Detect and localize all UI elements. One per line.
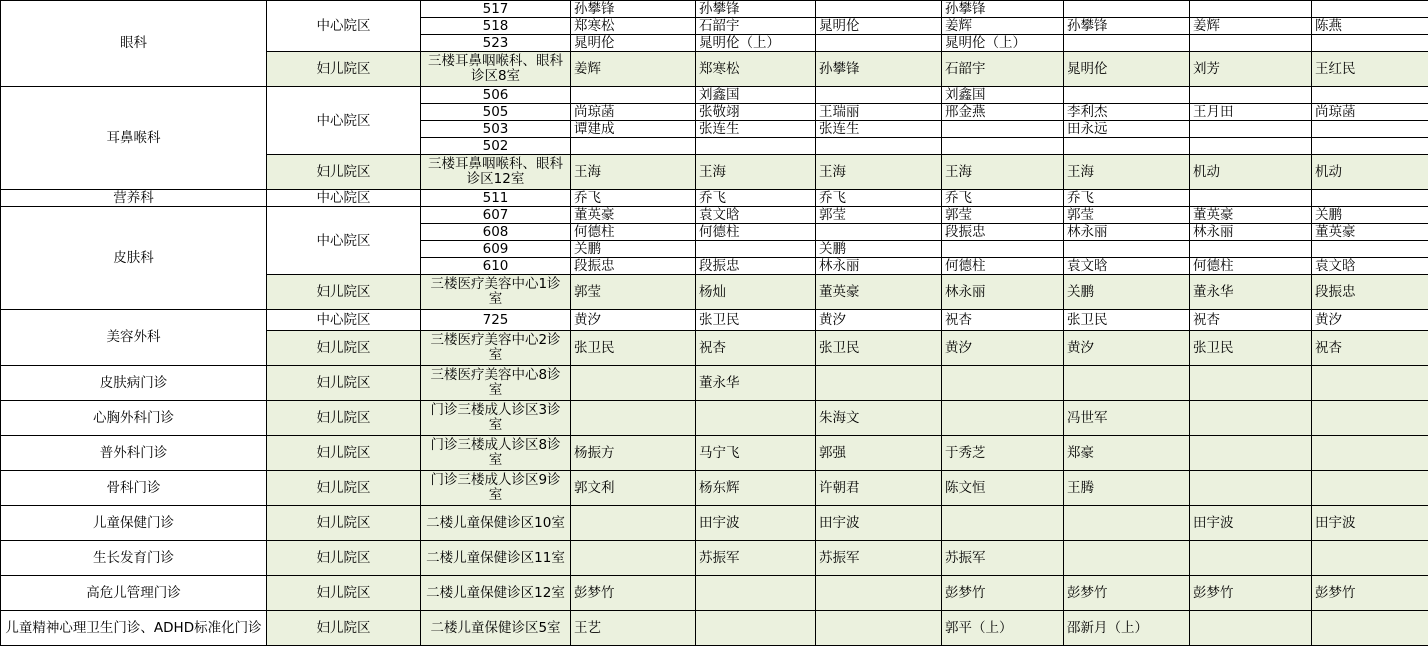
doctor-cell (816, 366, 942, 401)
doctor-cell: 郭莹 (942, 207, 1064, 224)
campus-cell: 中心院区 (267, 310, 421, 331)
department-cell: 生长发育门诊 (1, 541, 267, 576)
doctor-cell: 张连生 (816, 121, 942, 138)
schedule-row (1, 207, 1428, 224)
campus-cell: 妇儿院区 (267, 506, 421, 541)
doctor-cell: 田宇波 (1312, 506, 1428, 541)
doctor-cell (1190, 1, 1312, 18)
doctor-cell (1312, 35, 1428, 52)
campus-cell: 中心院区 (267, 207, 421, 275)
room-cell: 三楼医疗美容中心1诊室 (421, 275, 571, 310)
room-cell: 506 (421, 87, 571, 104)
doctor-cell: 董永华 (1190, 275, 1312, 310)
room-cell: 518 (421, 18, 571, 35)
doctor-cell (1190, 401, 1312, 436)
doctor-cell: 关鹏 (1064, 275, 1190, 310)
doctor-cell (696, 611, 816, 646)
doctor-cell: 祝杏 (942, 310, 1064, 331)
doctor-cell (942, 138, 1064, 155)
schedule-row (1, 87, 1428, 104)
doctor-cell (571, 366, 696, 401)
doctor-cell (1190, 35, 1312, 52)
schedule-row (1, 611, 1428, 646)
doctor-cell (1064, 541, 1190, 576)
doctor-cell: 姜辉 (1190, 18, 1312, 35)
room-cell: 610 (421, 258, 571, 275)
doctor-cell: 王月田 (1190, 104, 1312, 121)
doctor-cell (1312, 121, 1428, 138)
doctor-cell (1190, 541, 1312, 576)
doctor-cell (1312, 366, 1428, 401)
doctor-cell: 刘鑫国 (942, 87, 1064, 104)
doctor-cell: 刘鑫国 (696, 87, 816, 104)
schedule-row (1, 436, 1428, 471)
campus-cell: 妇儿院区 (267, 366, 421, 401)
doctor-cell: 张卫民 (816, 331, 942, 366)
doctor-cell: 郭莹 (816, 207, 942, 224)
room-cell: 503 (421, 121, 571, 138)
doctor-cell (571, 506, 696, 541)
doctor-cell: 王海 (1064, 155, 1190, 190)
doctor-cell: 林永丽 (816, 258, 942, 275)
schedule-row (1, 190, 1428, 207)
doctor-cell: 田永远 (1064, 121, 1190, 138)
department-cell: 骨科门诊 (1, 471, 267, 506)
schedule-row (1, 366, 1428, 401)
room-cell: 725 (421, 310, 571, 331)
doctor-cell (1312, 138, 1428, 155)
doctor-cell: 晁明伦 (1064, 52, 1190, 87)
campus-cell: 妇儿院区 (267, 611, 421, 646)
schedule-row (1, 1, 1428, 18)
doctor-cell: 杨振方 (571, 436, 696, 471)
department-cell: 普外科门诊 (1, 436, 267, 471)
campus-cell: 妇儿院区 (267, 155, 421, 190)
doctor-cell (696, 576, 816, 611)
doctor-cell (1312, 401, 1428, 436)
doctor-cell (942, 121, 1064, 138)
doctor-cell (1064, 35, 1190, 52)
doctor-cell: 邵新月（上） (1064, 611, 1190, 646)
room-cell: 517 (421, 1, 571, 18)
doctor-cell (1190, 87, 1312, 104)
doctor-cell (816, 87, 942, 104)
campus-cell: 妇儿院区 (267, 436, 421, 471)
doctor-cell: 王海 (942, 155, 1064, 190)
doctor-cell: 关鹏 (1312, 207, 1428, 224)
doctor-cell: 郭莹 (1064, 207, 1190, 224)
doctor-cell: 晁明伦 (816, 18, 942, 35)
doctor-cell: 郭文利 (571, 471, 696, 506)
doctor-cell (1312, 471, 1428, 506)
doctor-cell (1312, 611, 1428, 646)
campus-cell: 妇儿院区 (267, 52, 421, 87)
doctor-cell: 彭梦竹 (1312, 576, 1428, 611)
doctor-cell (1064, 506, 1190, 541)
doctor-cell: 晁明伦（上） (942, 35, 1064, 52)
department-cell: 儿童精神心理卫生门诊、ADHD标准化门诊 (1, 611, 267, 646)
doctor-cell: 机动 (1190, 155, 1312, 190)
doctor-cell: 孙攀锋 (816, 52, 942, 87)
doctor-cell: 陈文恒 (942, 471, 1064, 506)
doctor-cell: 乔飞 (816, 190, 942, 207)
campus-cell: 中心院区 (267, 190, 421, 207)
doctor-cell: 苏振军 (696, 541, 816, 576)
room-cell: 511 (421, 190, 571, 207)
schedule-row (1, 310, 1428, 331)
doctor-cell: 黄汐 (1312, 310, 1428, 331)
doctor-cell: 黄汐 (1064, 331, 1190, 366)
doctor-cell (1190, 121, 1312, 138)
campus-cell: 妇儿院区 (267, 471, 421, 506)
doctor-cell: 杨灿 (696, 275, 816, 310)
doctor-cell: 苏振军 (816, 541, 942, 576)
doctor-cell: 袁文晗 (1312, 258, 1428, 275)
doctor-cell: 晁明伦 (571, 35, 696, 52)
doctor-cell (942, 366, 1064, 401)
room-cell: 门诊三楼成人诊区3诊室 (421, 401, 571, 436)
doctor-cell: 何德柱 (942, 258, 1064, 275)
doctor-cell (1190, 471, 1312, 506)
doctor-cell: 杨东辉 (696, 471, 816, 506)
room-cell: 三楼耳鼻咽喉科、眼科诊区12室 (421, 155, 571, 190)
doctor-cell: 黄汐 (816, 310, 942, 331)
doctor-cell: 孙攀锋 (1064, 18, 1190, 35)
doctor-cell: 张卫民 (571, 331, 696, 366)
doctor-cell: 段振忠 (942, 224, 1064, 241)
doctor-cell (816, 611, 942, 646)
doctor-cell: 乔飞 (942, 190, 1064, 207)
doctor-cell: 姜辉 (942, 18, 1064, 35)
campus-cell: 妇儿院区 (267, 275, 421, 310)
doctor-cell: 张连生 (696, 121, 816, 138)
room-cell: 523 (421, 35, 571, 52)
doctor-cell: 段振忠 (1312, 275, 1428, 310)
doctor-cell (1312, 1, 1428, 18)
doctor-cell (816, 138, 942, 155)
doctor-cell: 彭梦竹 (571, 576, 696, 611)
doctor-cell: 王腾 (1064, 471, 1190, 506)
schedule-row (1, 576, 1428, 611)
department-cell: 皮肤病门诊 (1, 366, 267, 401)
doctor-cell (1064, 1, 1190, 18)
room-cell: 门诊三楼成人诊区8诊室 (421, 436, 571, 471)
doctor-cell: 董英豪 (816, 275, 942, 310)
doctor-cell: 祝杏 (696, 331, 816, 366)
doctor-cell: 孙攀锋 (571, 1, 696, 18)
doctor-cell: 李利杰 (1064, 104, 1190, 121)
schedule-row (1, 506, 1428, 541)
doctor-cell: 陈燕 (1312, 18, 1428, 35)
doctor-cell (571, 138, 696, 155)
doctor-cell (1190, 190, 1312, 207)
department-cell: 高危儿管理门诊 (1, 576, 267, 611)
doctor-cell: 郭强 (816, 436, 942, 471)
doctor-cell: 乔飞 (696, 190, 816, 207)
doctor-cell: 祝杏 (1312, 331, 1428, 366)
doctor-cell (816, 224, 942, 241)
doctor-cell (816, 1, 942, 18)
doctor-cell: 彭梦竹 (1064, 576, 1190, 611)
doctor-cell: 郭莹 (571, 275, 696, 310)
doctor-cell: 黄汐 (942, 331, 1064, 366)
doctor-cell (942, 506, 1064, 541)
schedule-row (1, 401, 1428, 436)
doctor-cell: 董英豪 (1190, 207, 1312, 224)
doctor-cell (942, 401, 1064, 436)
room-cell: 608 (421, 224, 571, 241)
doctor-cell: 林永丽 (942, 275, 1064, 310)
room-cell: 502 (421, 138, 571, 155)
doctor-cell (942, 241, 1064, 258)
doctor-cell: 乔飞 (571, 190, 696, 207)
doctor-cell (696, 401, 816, 436)
doctor-cell (571, 541, 696, 576)
doctor-cell: 关鹏 (571, 241, 696, 258)
doctor-cell: 袁文晗 (1064, 258, 1190, 275)
doctor-cell: 关鹏 (816, 241, 942, 258)
doctor-cell: 段振忠 (571, 258, 696, 275)
doctor-cell: 董英豪 (1312, 224, 1428, 241)
doctor-cell: 何德柱 (1190, 258, 1312, 275)
doctor-cell (1064, 138, 1190, 155)
doctor-cell: 王艺 (571, 611, 696, 646)
room-cell: 505 (421, 104, 571, 121)
room-cell: 三楼耳鼻咽喉科、眼科诊区8室 (421, 52, 571, 87)
doctor-cell: 王海 (571, 155, 696, 190)
doctor-cell (696, 241, 816, 258)
doctor-cell: 许朝君 (816, 471, 942, 506)
doctor-cell: 王海 (696, 155, 816, 190)
department-cell: 皮肤科 (1, 207, 267, 310)
room-cell: 609 (421, 241, 571, 258)
doctor-cell (1312, 241, 1428, 258)
doctor-cell (696, 138, 816, 155)
doctor-cell: 林永丽 (1190, 224, 1312, 241)
doctor-cell (571, 401, 696, 436)
room-cell: 607 (421, 207, 571, 224)
department-cell: 眼科 (1, 1, 267, 87)
doctor-cell: 彭梦竹 (942, 576, 1064, 611)
campus-cell: 妇儿院区 (267, 576, 421, 611)
doctor-cell: 姜辉 (571, 52, 696, 87)
doctor-cell: 张敬翊 (696, 104, 816, 121)
doctor-cell: 尚琼菡 (571, 104, 696, 121)
room-cell: 二楼儿童保健诊区11室 (421, 541, 571, 576)
doctor-cell: 孙攀锋 (696, 1, 816, 18)
schedule-body (1, 1, 1428, 646)
doctor-cell: 林永丽 (1064, 224, 1190, 241)
department-cell: 心胸外科门诊 (1, 401, 267, 436)
doctor-cell (571, 87, 696, 104)
room-cell: 三楼医疗美容中心8诊室 (421, 366, 571, 401)
doctor-cell: 张卫民 (1190, 331, 1312, 366)
doctor-cell: 郑寒松 (696, 52, 816, 87)
doctor-cell: 郑寒松 (571, 18, 696, 35)
doctor-cell: 冯世军 (1064, 401, 1190, 436)
doctor-cell: 谭建成 (571, 121, 696, 138)
room-cell: 二楼儿童保健诊区12室 (421, 576, 571, 611)
department-cell: 耳鼻喉科 (1, 87, 267, 190)
doctor-cell: 石韶宇 (942, 52, 1064, 87)
doctor-cell: 彭梦竹 (1190, 576, 1312, 611)
doctor-cell: 黄汐 (571, 310, 696, 331)
doctor-cell: 田宇波 (696, 506, 816, 541)
campus-cell: 中心院区 (267, 1, 421, 52)
doctor-cell: 田宇波 (1190, 506, 1312, 541)
doctor-cell: 段振忠 (696, 258, 816, 275)
doctor-cell: 尚琼菡 (1312, 104, 1428, 121)
doctor-cell: 郑豪 (1064, 436, 1190, 471)
campus-cell: 妇儿院区 (267, 541, 421, 576)
doctor-cell: 朱海文 (816, 401, 942, 436)
doctor-cell (1064, 241, 1190, 258)
doctor-cell (816, 576, 942, 611)
doctor-cell (1312, 436, 1428, 471)
department-cell: 儿童保健门诊 (1, 506, 267, 541)
doctor-cell: 董英豪 (571, 207, 696, 224)
doctor-cell: 袁文晗 (696, 207, 816, 224)
campus-cell: 中心院区 (267, 87, 421, 155)
campus-cell: 妇儿院区 (267, 401, 421, 436)
department-cell: 营养科 (1, 190, 267, 207)
doctor-cell: 乔飞 (1064, 190, 1190, 207)
doctor-cell: 马宁飞 (696, 436, 816, 471)
doctor-cell: 王瑞丽 (816, 104, 942, 121)
doctor-cell (816, 35, 942, 52)
doctor-cell: 田宇波 (816, 506, 942, 541)
doctor-cell: 晁明伦（上） (696, 35, 816, 52)
campus-cell: 妇儿院区 (267, 331, 421, 366)
doctor-cell (1312, 87, 1428, 104)
doctor-cell: 刘芳 (1190, 52, 1312, 87)
doctor-cell (1190, 138, 1312, 155)
schedule-row (1, 471, 1428, 506)
doctor-cell (1190, 366, 1312, 401)
doctor-cell: 何德柱 (696, 224, 816, 241)
doctor-cell (1312, 190, 1428, 207)
doctor-cell (1190, 241, 1312, 258)
doctor-cell: 石韶宇 (696, 18, 816, 35)
doctor-cell: 于秀芝 (942, 436, 1064, 471)
doctor-cell: 张卫民 (696, 310, 816, 331)
doctor-cell (1190, 611, 1312, 646)
doctor-cell: 董永华 (696, 366, 816, 401)
doctor-cell: 邢金燕 (942, 104, 1064, 121)
doctor-cell (1190, 436, 1312, 471)
doctor-cell: 王红民 (1312, 52, 1428, 87)
doctor-cell (1064, 366, 1190, 401)
doctor-cell: 机动 (1312, 155, 1428, 190)
room-cell: 门诊三楼成人诊区9诊室 (421, 471, 571, 506)
schedule-row (1, 541, 1428, 576)
doctor-cell: 张卫民 (1064, 310, 1190, 331)
room-cell: 二楼儿童保健诊区10室 (421, 506, 571, 541)
doctor-cell (1312, 541, 1428, 576)
doctor-cell: 苏振军 (942, 541, 1064, 576)
department-cell: 美容外科 (1, 310, 267, 366)
doctor-cell: 郭平（上） (942, 611, 1064, 646)
room-cell: 三楼医疗美容中心2诊室 (421, 331, 571, 366)
doctor-cell: 王海 (816, 155, 942, 190)
room-cell: 二楼儿童保健诊区5室 (421, 611, 571, 646)
doctor-cell (1064, 87, 1190, 104)
doctor-cell: 孙攀锋 (942, 1, 1064, 18)
doctor-cell: 何德柱 (571, 224, 696, 241)
doctor-cell: 祝杏 (1190, 310, 1312, 331)
